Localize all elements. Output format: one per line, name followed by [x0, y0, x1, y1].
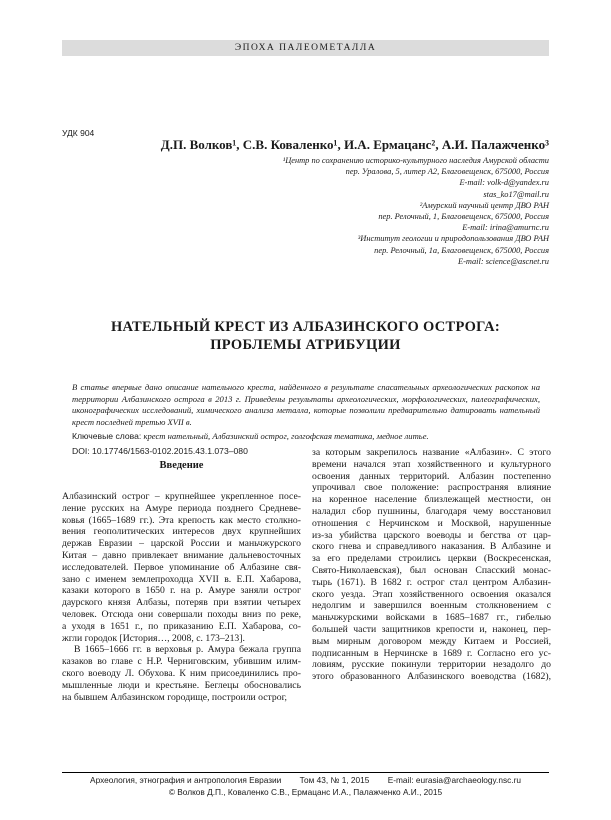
text-line: ловиям, русские покинули территории незадолго до: [312, 659, 551, 671]
text-line: этого образованного Албазинского воеводства (1682),: [312, 671, 551, 683]
text-line: наладил сбор пушнины, благодаря чему восстановил: [312, 505, 551, 517]
text-line: большей части защитников крепости и, наконец, пер-: [312, 623, 551, 635]
affiliation-line: ²Амурский научный центр ДВО РАН: [419, 200, 549, 210]
text-line: даурского князя Албазы, потеряв при взятии четырех: [62, 597, 301, 609]
udk-code: УДК 904: [62, 128, 95, 138]
section-heading-introduction: Введение: [159, 460, 204, 471]
affiliation-email[interactable]: E-mail: volk-d@yandex.ru: [459, 178, 549, 188]
footer-journal-line: [62, 775, 549, 785]
doi-link[interactable]: DOI: 10.17746/1563-0102.2015.43.1.073–080: [72, 446, 248, 456]
affiliation-email[interactable]: E-mail: science@ascnet.ru: [458, 256, 549, 266]
article-title: [62, 318, 549, 354]
footer-divider: [62, 772, 549, 773]
keywords-label: Ключевые слова:: [72, 431, 142, 441]
text-line: ковья (1665–1689 гг.). Эта крепость как место столкно-: [62, 514, 301, 526]
footer-email[interactable]: E-mail: eurasia@archaeology.nsc.ru: [387, 775, 521, 785]
text-line: маньчжурскими войсками в 1685–1687 гг., гибелью: [312, 612, 551, 624]
text-line: отношения с Нерчинском и Москвой, нарушенные: [312, 517, 551, 529]
text-line: ского воеводу Л. Обухова. К ним присоединились про-: [62, 667, 301, 679]
text-line: казаков во главе с Н.Р. Черниговским, убившим илим-: [62, 656, 301, 668]
paragraph: [62, 644, 301, 703]
abstract: В статье впервые дано описание нательного креста, найденного в результате спасательных археологических раскопок на территории Албазинского острога в 2013 г. Приведены результаты археологических, морфологических, палеографических, иконографических исследований, химического анализа металла, которые позволили предварительно датировать нательный крест последней третью XVII в.: [72, 382, 540, 427]
affiliation-email[interactable]: E-mail: irina@amurnc.ru: [462, 223, 549, 233]
footer-journal: Археология, этнография и антропология Евразии: [90, 775, 282, 785]
affiliation-line: пер. Релочный, 1а, Благовещенск, 675000, Россия: [374, 245, 549, 255]
text-line: недолгим и завершился военным столкновением с: [312, 600, 551, 612]
text-line: времени начался этап хозяйственного и культурного: [312, 458, 551, 470]
affiliation-line: ¹Центр по сохранению историко-культурного наследия Амурской области: [282, 156, 549, 165]
text-line: ление русских на Амуре периода позднего Средневе-: [62, 502, 301, 514]
body-column-right: [312, 447, 551, 683]
text-line: освоения данных территорий. Албазин постепенно: [312, 470, 551, 482]
affiliation-email[interactable]: stas_ko17@mail.ru: [483, 189, 549, 199]
paragraph: [312, 447, 551, 683]
text-line: ского гнева и справедливого наказания. В Албазине и: [312, 541, 551, 553]
footer-copyright: © Волков Д.П., Коваленко С.В., Ермацанс И.А., Палажченко А.И., 2015: [168, 787, 443, 797]
text-line: жгли городок [История…, 2008, с. 173–213].: [62, 632, 245, 644]
text-line: вения геополитических интересов двух крупнейших: [62, 526, 301, 538]
body-column-left: [62, 491, 301, 703]
text-line: за которым закрепилось название «Албазин». С этого: [312, 447, 551, 458]
text-line: держав Евразии – царской России и маньчжурского: [62, 538, 301, 550]
keywords-value: крест нательный, Албазинский острог, голгофская тематика, медное литье.: [143, 431, 429, 441]
authors-line: Д.П. Волков¹, С.В. Коваленко¹, И.А. Ермацанс², А.И. Палажченко³: [160, 137, 549, 152]
text-line: подписанным в Нерчинске в 1689 г. Согласно его ус-: [312, 647, 551, 659]
affiliation-line: ³Институт геологии и природопользования ДВО РАН: [357, 234, 549, 244]
paragraph: [62, 491, 301, 644]
text-line: на коренное население близлежащей местности, он: [312, 494, 551, 506]
text-line: В 1665–1666 гг. в верховья р. Амура бежала группа: [74, 644, 301, 656]
text-line: казаки которого в 1650 г. на р. Амуре заняли острог: [62, 585, 301, 597]
affiliations-block: [169, 155, 549, 267]
affiliation-line: пер. Релочный, 1, Благовещенск, 675000, Россия: [378, 212, 549, 222]
section-header-band: [62, 40, 549, 56]
text-line: за его пределами строились церкви (Воскресенская,: [312, 553, 551, 565]
text-line: на бывшем Албазинском городище, построили острог,: [62, 691, 287, 703]
article-title-line: НАТЕЛЬНЫЙ КРЕСТ ИЗ АЛБАЗИНСКОГО ОСТРОГА:: [110, 319, 501, 335]
text-line: а уходя в 1651 г., по приказанию Е.П. Хабарова, со-: [62, 620, 301, 632]
footer-volume: Том 43, № 1, 2015: [299, 775, 370, 785]
text-line: ского уезда. Этап хозяйственного освоения оказался: [312, 588, 551, 600]
affiliation-line: пер. Уралова, 5, литер А2, Благовещенск, 675000, Россия: [345, 167, 549, 177]
text-line: Албазинский острог – крупнейшее укрепленное посе-: [62, 491, 301, 502]
text-line: из-за убийства царского воеводы и бегства от цар-: [312, 529, 551, 541]
section-header-text: ЭПОХА ПАЛЕОМЕТАЛЛА: [234, 43, 377, 53]
text-line: Свято-Николаевская), был основан Спасский монас-: [312, 564, 551, 576]
text-line: Китая – давно привлекает внимание дальневосточных: [62, 549, 301, 561]
text-line: мышленные люди и крестьяне. Беглецы обосновались: [62, 679, 301, 691]
text-line: зано с именем землепроходца XVII в. Е.П. Хабарова,: [62, 573, 301, 585]
text-line: тырь (1671). В 1682 г. острог стал центром Албазин-: [312, 576, 551, 588]
text-line: исследователей. Первое упоминание об Албазине свя-: [62, 561, 301, 573]
text-line: вым мирным договором между Китаем и Россией,: [312, 635, 551, 647]
text-line: человек. Отсюда они совершали походы вниз по реке,: [62, 608, 301, 620]
text-line: упрочивал свое положение: распространяя влияние: [312, 482, 551, 494]
keywords: [72, 430, 542, 442]
article-title-line: ПРОБЛЕМЫ АТРИБУЦИИ: [210, 337, 401, 353]
